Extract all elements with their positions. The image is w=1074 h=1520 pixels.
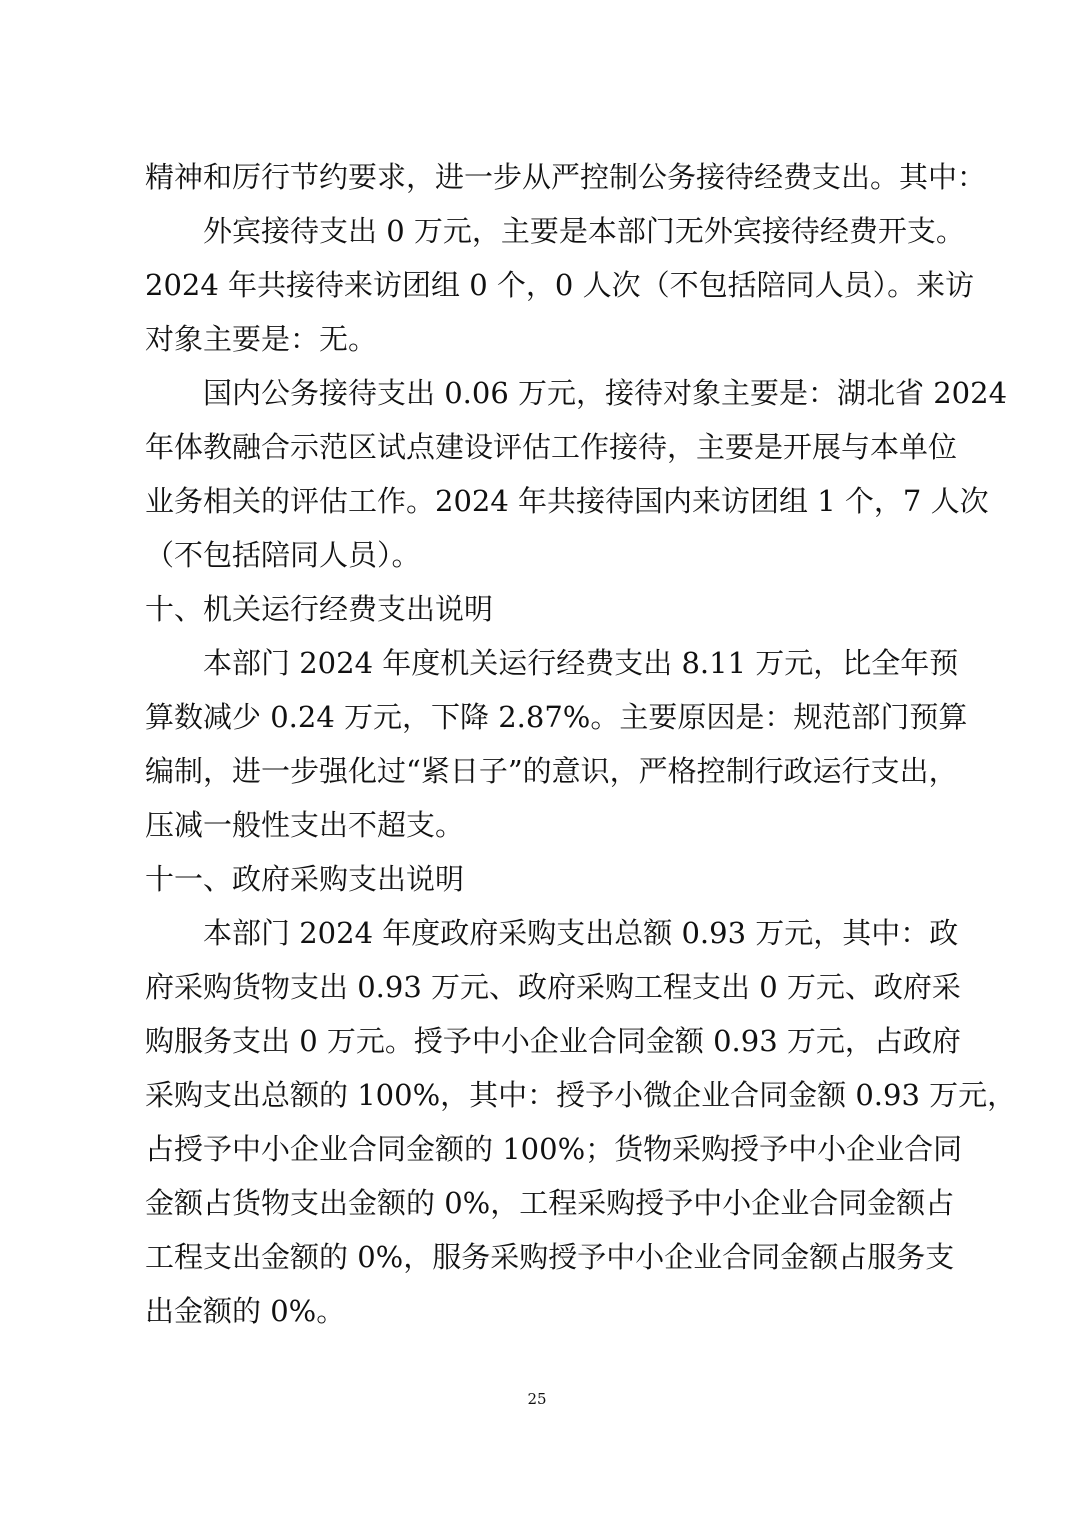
- text-line-15: 本部门 2024 年度政府采购支出总额 0.93 万元，其中：政: [203, 916, 959, 950]
- text-line-17: 购服务支出 0 万元。授予中小企业合同金额 0.93 万元，占政府: [145, 1024, 961, 1058]
- text-line-4: 对象主要是：无。: [145, 322, 378, 356]
- text-line-10: 本部门 2024 年度机关运行经费支出 8.11 万元，比全年预: [203, 646, 959, 680]
- text-line-18: 采购支出总额的 100%，其中：授予小微企业合同金额 0.93 万元，: [145, 1078, 1017, 1112]
- text-line-7: 业务相关的评估工作。2024 年共接待国内来访团组 1 个，7 人次: [145, 484, 989, 518]
- text-line-19: 占授予中小企业合同金额的 100%；货物采购授予中小企业合同: [145, 1132, 963, 1166]
- page-number: 25: [527, 1390, 547, 1408]
- text-line-8: （不包括陪同人员）。: [145, 538, 421, 572]
- text-line-5: 国内公务接待支出 0.06 万元，接待对象主要是：湖北省 2024: [203, 376, 1008, 410]
- text-line-1: 精神和厉行节约要求，进一步从严控制公务接待经费支出。其中：: [145, 160, 987, 194]
- text-line-13: 压减一般性支出不超支。: [145, 808, 465, 842]
- text-line-21: 工程支出金额的 0%，服务采购授予中小企业合同金额占服务支: [145, 1240, 955, 1274]
- text-line-2: 外宾接待支出 0 万元，主要是本部门无外宾接待经费开支。: [203, 214, 965, 248]
- text-line-20: 金额占货物支出金额的 0%，工程采购授予中小企业合同金额占: [145, 1186, 955, 1220]
- text-line-16: 府采购货物支出 0.93 万元、政府采购工程支出 0 万元、政府采: [145, 970, 961, 1004]
- section-heading-10: 十、机关运行经费支出说明: [145, 592, 494, 626]
- text-line-22: 出金额的 0%。: [145, 1294, 346, 1328]
- text-line-3: 2024 年共接待来访团组 0 个，0 人次（不包括陪同人员）。来访: [145, 268, 975, 302]
- text-line-12: 编制，进一步强化过“紧日子”的意识，严格控制行政运行支出，: [145, 754, 958, 788]
- text-line-6: 年体教融合示范区试点建设评估工作接待，主要是开展与本单位: [145, 430, 958, 464]
- text-line-11: 算数减少 0.24 万元，下降 2.87%。主要原因是：规范部门预算: [145, 700, 968, 734]
- section-heading-11: 十一、政府采购支出说明: [145, 862, 465, 896]
